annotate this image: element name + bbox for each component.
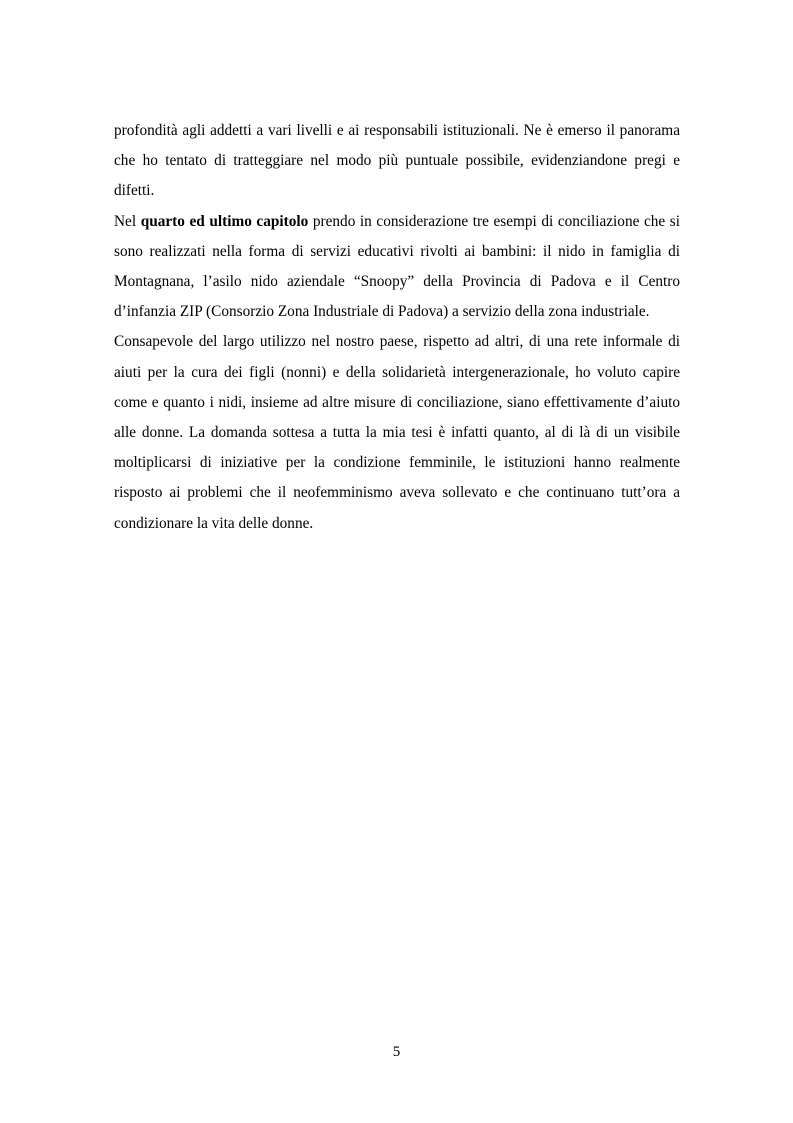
page-number: 5	[392, 1044, 401, 1060]
paragraph-2-prefix: Nel	[114, 212, 141, 230]
paragraph-2-text: prendo in considerazione tre esempi di conciliazione che si sono realizzati nella forma di servizi educativi rivolti ai bambini: il nido in famiglia di Montagnana, l’asilo nido aziendale “Snoopy” della Provincia di Padova e il Centro d’infanzia ZIP (Consorzio Zona Industriale di Padova) a servizio della zona industriale.	[114, 212, 681, 321]
body-text	[114, 116, 680, 539]
paragraph-1	[114, 116, 680, 207]
paragraph-3-text: Consapevole del largo utilizzo nel nostro paese, rispetto ad altri, di una rete informale di aiuti per la cura dei figli (nonni) e della solidarietà intergenerazionale, ho voluto capire come e quanto i nidi, insieme ad altre misure di conciliazione, siano effettivamente d’aiuto alle donne. La domanda sottesa a tutta la mia tesi è infatti quanto, al di là di un visibile moltiplicarsi di iniziative per la condizione femminile, le istituzioni hanno realmente risposto ai problemi che il neofemminismo aveva sollevato e che continuano tutt’ora a condizionare la vita delle donne.	[114, 333, 680, 532]
chapter-four-highlight: quarto ed ultimo capitolo	[140, 212, 309, 230]
paragraph-2	[114, 207, 680, 328]
paragraph-1-text: profondità agli addetti a vari livelli e ai responsabili istituzionali. Ne è emerso il panorama che ho tentato di tratteggiare nel modo più puntuale possibile, evidenziandone pregi e difetti.	[114, 122, 680, 200]
paragraph-3	[114, 327, 680, 538]
